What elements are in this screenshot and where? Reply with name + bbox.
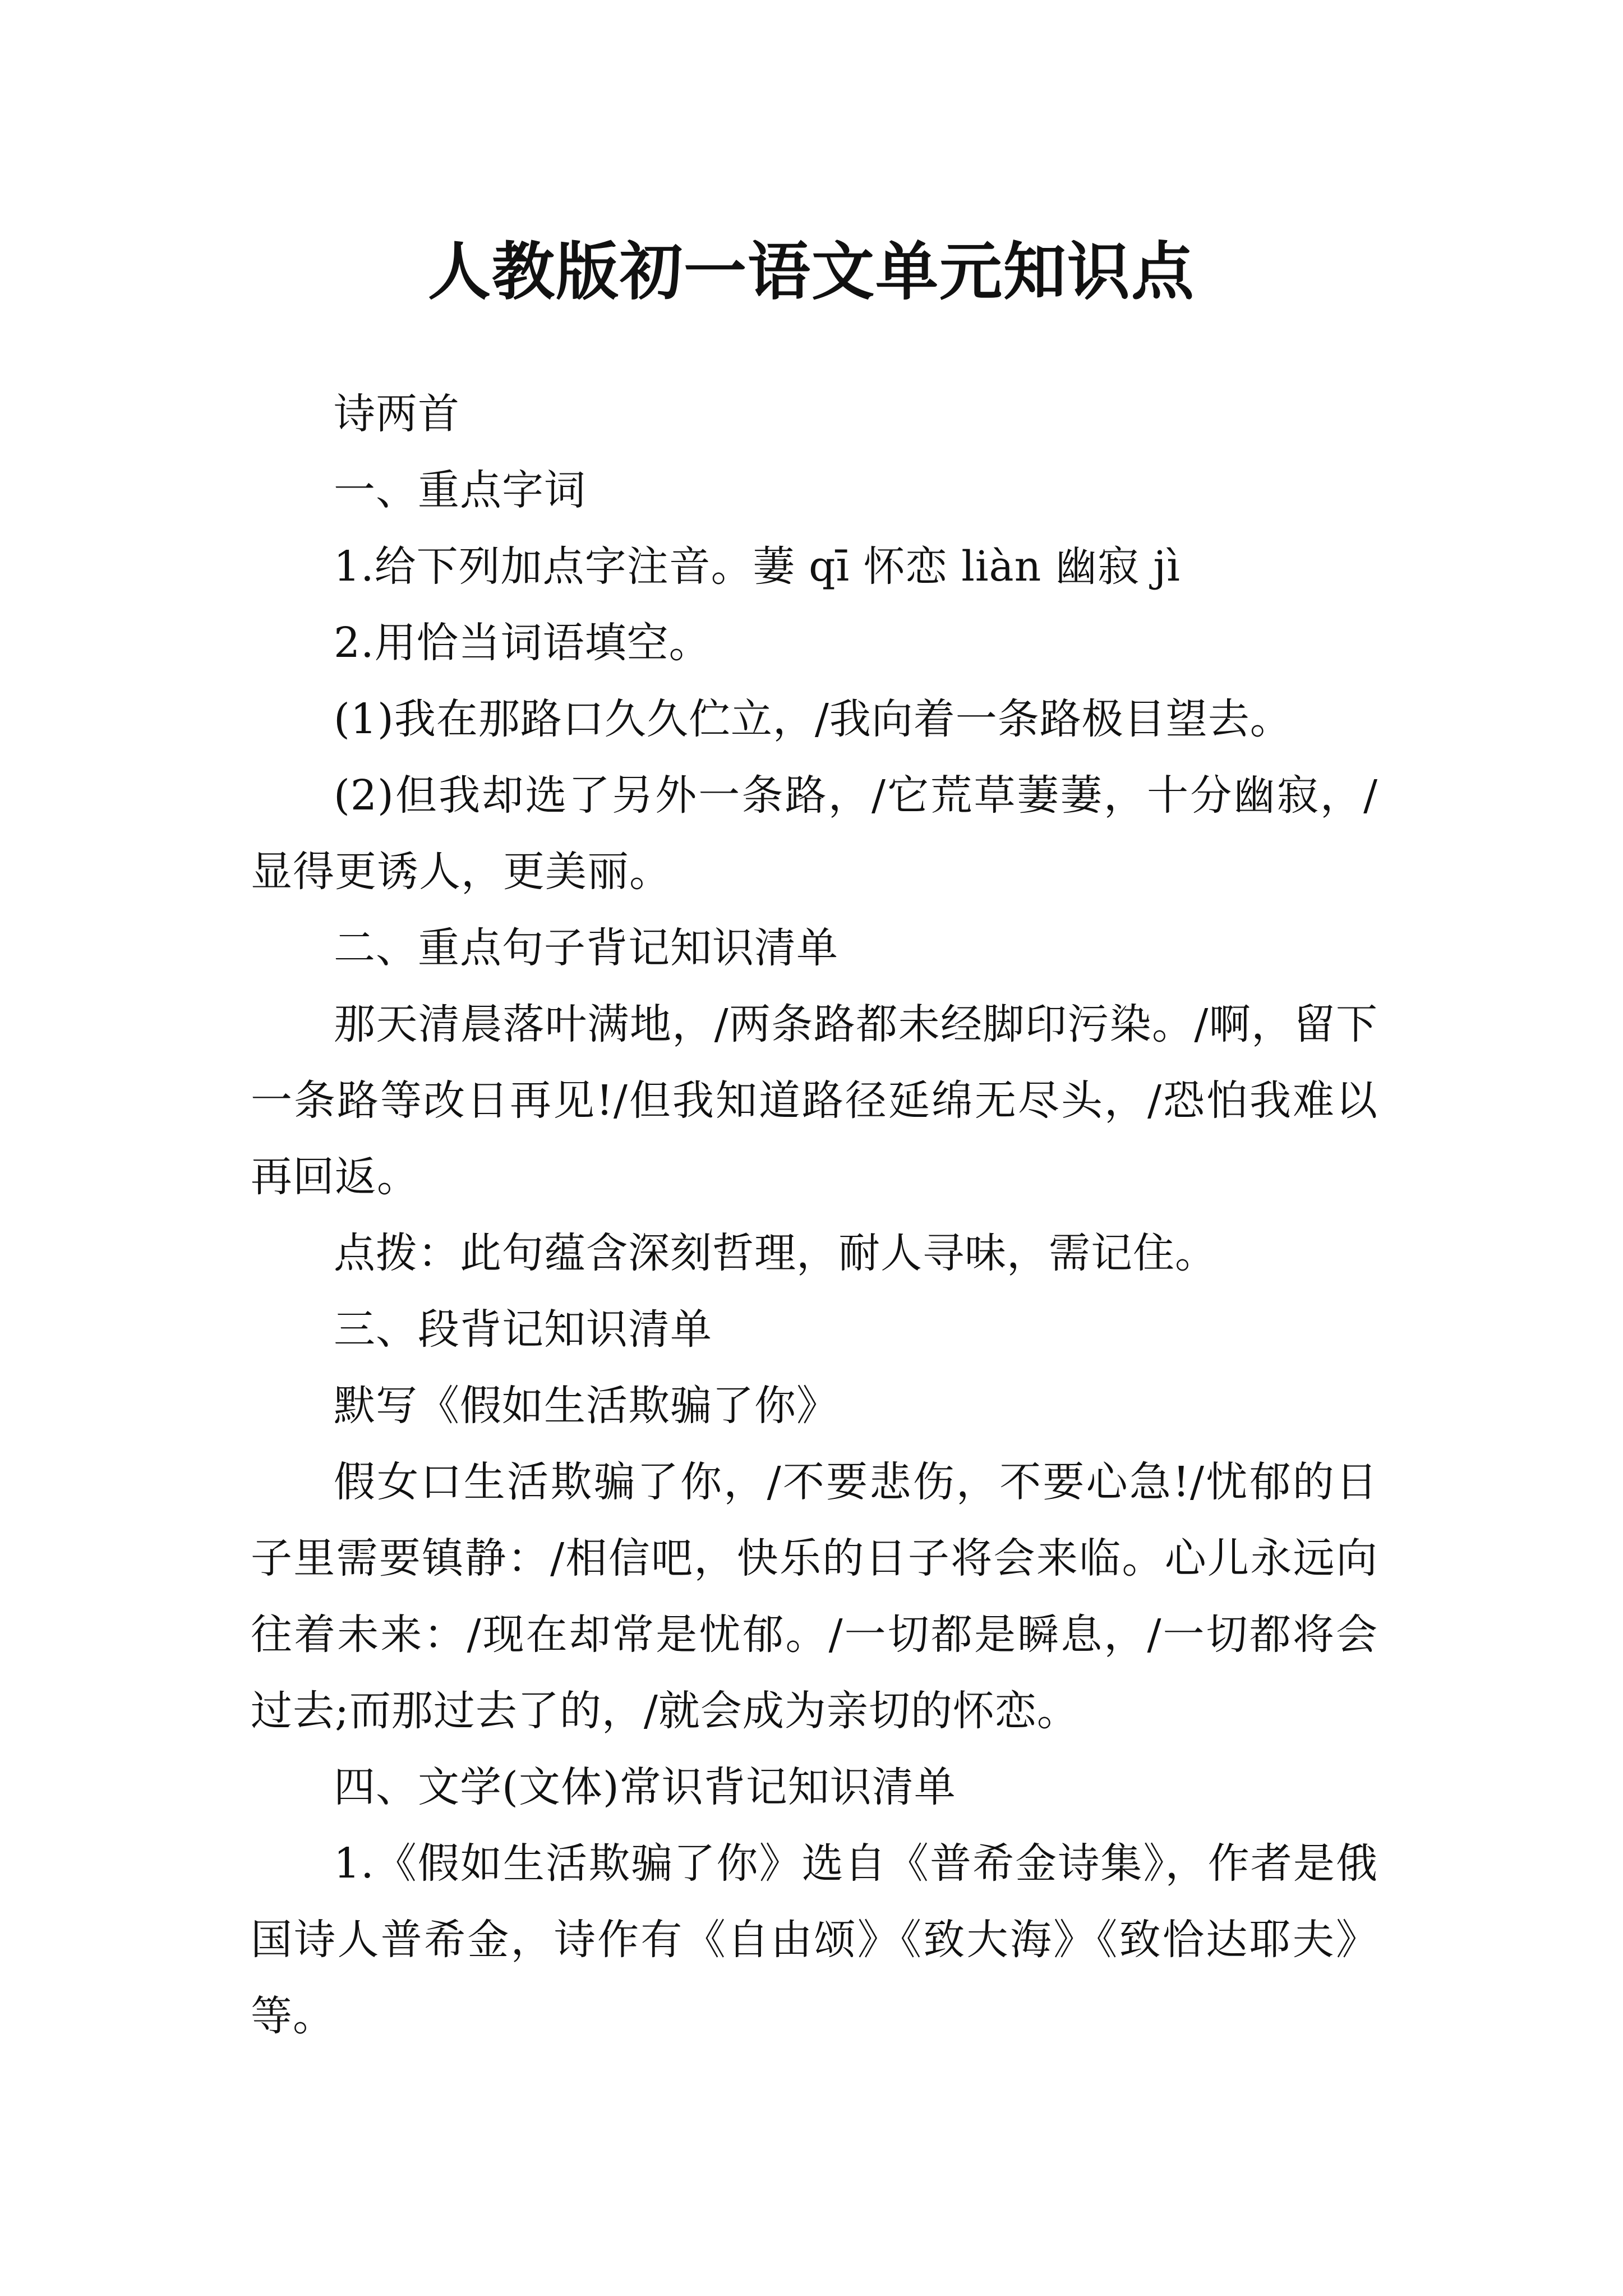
paragraph-dictation-prompt: 默写《假如生活欺骗了你》 (334, 1382, 838, 1430)
paragraph-fill-in-item-2: (2)但我却选了另外一条路，/它荒草萋萋，十分幽寂，/显得更诱人，更美丽。 (251, 771, 1378, 896)
paragraph-fill-in-exercise: 2.用恰当词语填空。 (334, 619, 711, 667)
paragraph-key-sentence-text: 那天清晨落叶满地，/两条路都未经脚印污染。/啊，留下一条路等改日再见!/但我知道路径延绵无尽头，/恐怕我难以再回返。 (251, 1000, 1378, 1201)
paragraph-key-words-heading: 一、重点字词 (334, 466, 586, 514)
paragraph-literature-item-1: 1.《假如生活欺骗了你》选自《普希金诗集》，作者是俄国诗人普希金，诗作有《自由颂》《致大海》《致恰达耶夫》等。 (251, 1839, 1378, 2040)
paragraph-passage-heading: 三、段背记知识清单 (334, 1305, 712, 1354)
paragraph-key-sentence-tip: 点拨：此句蕴含深刻哲理，耐人寻味，需记住。 (334, 1229, 1217, 1277)
document-body (251, 376, 1378, 2054)
paragraph-section-heading: 诗两首 (334, 390, 460, 438)
paragraph-poem-text: 假女口生活欺骗了你，/不要悲伤，不要心急!/忧郁的日子里需要镇静：/相信吧，快乐的日子将会来临。心儿永远向往着未来：/现在却常是忧郁。/一切都是瞬息，/一切都将会过去;而那过去了的，/就会成为亲切的怀恋。 (251, 1458, 1378, 1735)
paragraph-key-sentences-heading: 二、重点句子背记知识清单 (334, 924, 838, 972)
paragraph-fill-in-item-1: (1)我在那路口久久伫立，/我向着一条路极目望去。 (334, 695, 1292, 743)
paragraph-literature-heading: 四、文学(文体)常识背记知识清单 (334, 1763, 956, 1811)
paragraph-pinyin-exercise: 1.给下列加点字注音。萋 qī 怀恋 liàn 幽寂 jì (334, 542, 1181, 591)
document-title: 人教版初一语文单元知识点 (428, 236, 1195, 309)
